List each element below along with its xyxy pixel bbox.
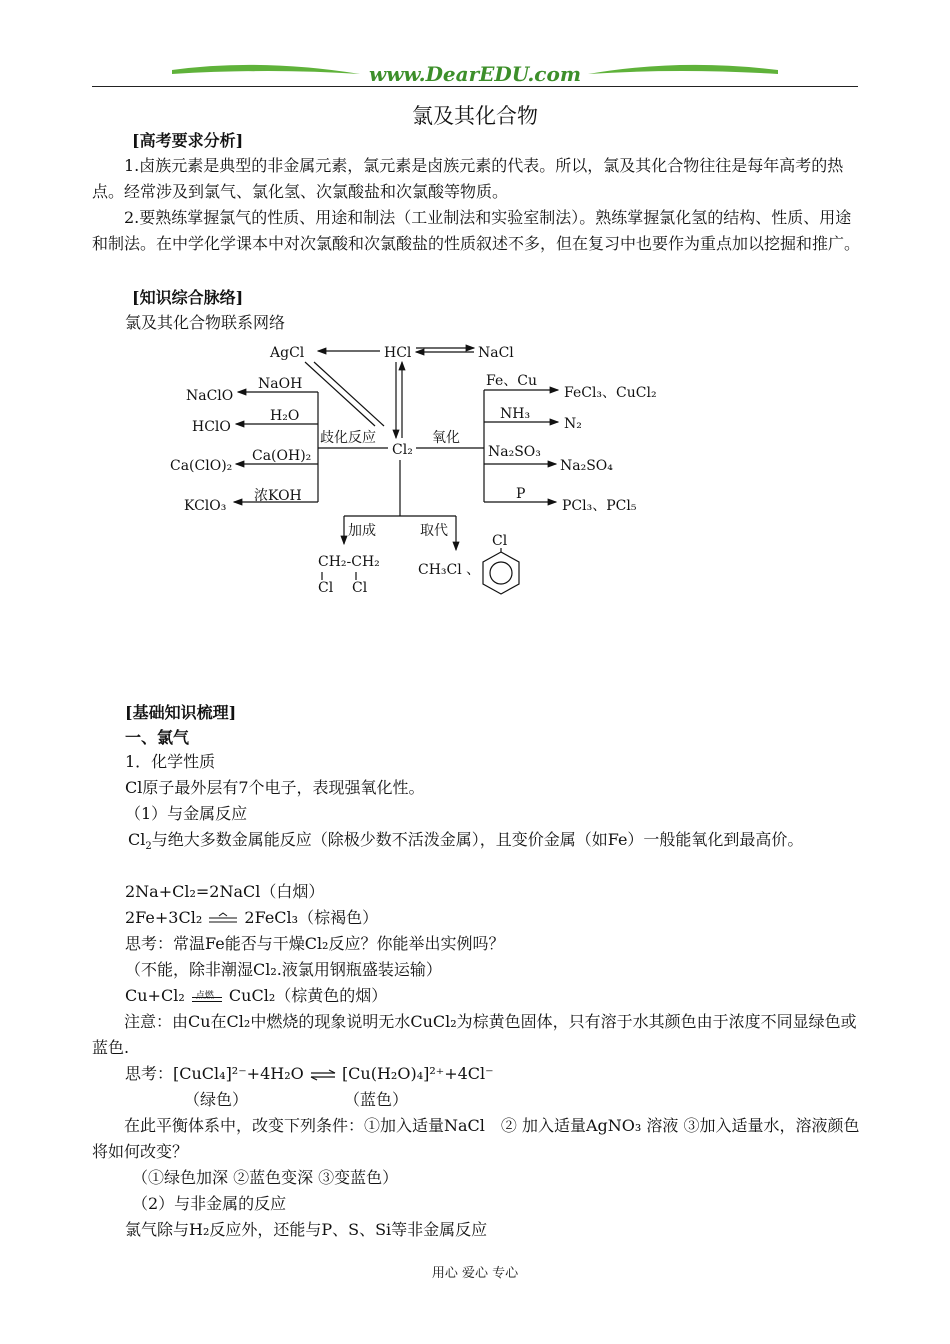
equilibrium-sign xyxy=(309,1069,337,1081)
ignite-text: 点燃 xyxy=(195,990,214,1001)
right-reagent-0: Fe、Cu xyxy=(486,373,537,389)
line-equilibrium-answer: （①绿色加深 ②蓝色变深 ③变蓝色） xyxy=(132,1168,399,1187)
paragraph-metal-oxidation: $Cl_2$与绝大多数金属能反应（除极少数不活泼金属），且变价金属（如Fe）一般能氧化到最高价。 xyxy=(128,830,804,853)
substitution-label: 取代 xyxy=(420,523,448,539)
left-product-1: HClO xyxy=(192,419,231,435)
logo-swoosh-left xyxy=(172,65,360,74)
paragraph-equilibrium-question: 在此平衡体系中，改变下列条件：①加入适量NaCl ② 加入适量AgNO₃ 溶液 ③加入适量水，溶液颜色将如何改变？ xyxy=(92,1116,860,1161)
chlorine-network-diagram xyxy=(0,330,950,610)
logo-text: www.DearEDU.com xyxy=(368,62,582,86)
line-answer-fe: （不能，除非潮湿Cl₂.液氯用钢瓶盛装运输） xyxy=(125,960,442,979)
right-product-0: FeCl₃、CuCl₂ xyxy=(564,385,657,401)
line-outer-electrons: Cl原子最外层有7个电子，表现强氧化性。 xyxy=(125,778,425,797)
addition-product: CH₂-CH₂ xyxy=(318,554,380,570)
paragraph-2: 2.要熟练掌握氯气的性质、用途和制法（工业制法和实验室制法）。熟练掌握氯化氢的结构、性质、用途和制法。在中学化学课本中对次氯酸和次氯酸盐的性质叙述不多，但在复习中也要作为重点加以挖掘和推广。 xyxy=(92,208,861,253)
addition-cl-1: Cl xyxy=(318,580,334,596)
agcl-label: AgCl xyxy=(270,345,305,361)
right-product-2: Na₂SO₄ xyxy=(560,458,613,474)
left-reagent-1: H₂O xyxy=(270,408,300,424)
paragraph-note-cucl2: 注意：由Cu在Cl₂中燃烧的现象说明无水CuCl₂为棕黄色固体，只有溶于水其颜色由于浓度不同显绿色或蓝色. xyxy=(92,1012,857,1057)
left-product-0: NaClO xyxy=(186,388,234,404)
eq-complex-left: 思考：[CuCl₄]²⁻+4H₂O xyxy=(125,1064,304,1083)
eq-cu-right: CuCl₂（棕黄色的烟） xyxy=(228,986,388,1005)
right-reagent-3: P xyxy=(516,486,526,502)
eq-fe-cl2 xyxy=(125,905,378,931)
eq-copper-complex xyxy=(125,1061,494,1087)
addition-label: 加成 xyxy=(348,523,376,539)
section-basic-knowledge: [基础知识梳理] xyxy=(125,703,237,722)
hcl-label: HCl xyxy=(384,345,412,361)
line-think-fe: 思考：常温Fe能否与干燥Cl₂反应？你能举出实例吗？ xyxy=(125,934,505,953)
color-blue: （蓝色） xyxy=(344,1090,409,1109)
right-product-3: PCl₃、PCl₅ xyxy=(562,498,637,514)
page-title: 氯及其化合物 xyxy=(412,104,538,128)
line-metal-reaction: （1）与金属反应 xyxy=(125,804,248,823)
eq-fe-right: 2FeCl₃（棕褐色） xyxy=(244,908,379,927)
line-nonmetal-reaction: （2）与非金属的反应 xyxy=(132,1194,287,1213)
heat-equals-sign xyxy=(207,912,239,926)
right-branch-label: 氧化 xyxy=(432,430,460,446)
section-chlorine-gas: 一、氯气 xyxy=(125,728,190,747)
center-cl2: Cl₂ xyxy=(392,442,413,458)
right-reagent-1: NH₃ xyxy=(500,406,531,422)
left-reagent-0: NaOH xyxy=(258,376,303,392)
logo-swoosh-right xyxy=(588,65,778,74)
left-reagent-2: Ca(OH)₂ xyxy=(252,448,312,464)
eq-complex-right: [Cu(H₂O)₄]²⁺+4Cl⁻ xyxy=(341,1064,494,1083)
section-knowledge-network: [知识综合脉络] xyxy=(132,288,244,307)
right-product-1: N₂ xyxy=(564,416,582,432)
ignite-condition xyxy=(190,989,224,1005)
nacl-top-label: NaCl xyxy=(478,345,514,361)
network-title: 氯及其化合物联系网络 xyxy=(125,313,286,332)
line-nonmetal-detail: 氯气除与H₂反应外，还能与P、S、Si等非金属反应 xyxy=(125,1220,488,1239)
metal-oxidation-text: 与绝大多数金属能反应（除极少数不活泼金属），且变价金属（如Fe）一般能氧化到最高价。 xyxy=(151,830,804,849)
header-rule xyxy=(92,86,858,87)
eq-na-cl2: 2Na+Cl₂=2NaCl（白烟） xyxy=(125,882,325,901)
section-exam-analysis: [高考要求分析] xyxy=(132,131,244,150)
color-green: （绿色） xyxy=(184,1090,249,1109)
left-product-3: KClO₃ xyxy=(184,498,227,514)
page-footer: 用心 爱心 专心 xyxy=(431,1266,519,1281)
eq-fe-left: 2Fe+3Cl₂ xyxy=(125,908,203,927)
addition-cl-2: Cl xyxy=(352,580,368,596)
left-reagent-3: 浓KOH xyxy=(254,488,302,504)
line-chem-properties: 1．化学性质 xyxy=(125,752,216,771)
eq-cu-cl2 xyxy=(125,983,387,1009)
left-branch-label: 歧化反应 xyxy=(320,430,376,446)
eq-cu-left: Cu+Cl₂ xyxy=(125,986,185,1005)
left-product-2: Ca(ClO)₂ xyxy=(170,458,233,474)
paragraph-1: 1.卤族元素是典型的非金属元素，氯元素是卤族元素的代表。所以，氯及其化合物往往是每年高考的热点。经常涉及到氯气、氯化氢、次氯酸盐和次氯酸等物质。 xyxy=(92,156,844,201)
right-reagent-2: Na₂SO₃ xyxy=(488,444,541,460)
cl2-prefix: Cl xyxy=(128,830,146,849)
substitution-product: CH₃Cl 、 xyxy=(418,562,481,578)
benzene-cl: Cl xyxy=(492,533,508,549)
